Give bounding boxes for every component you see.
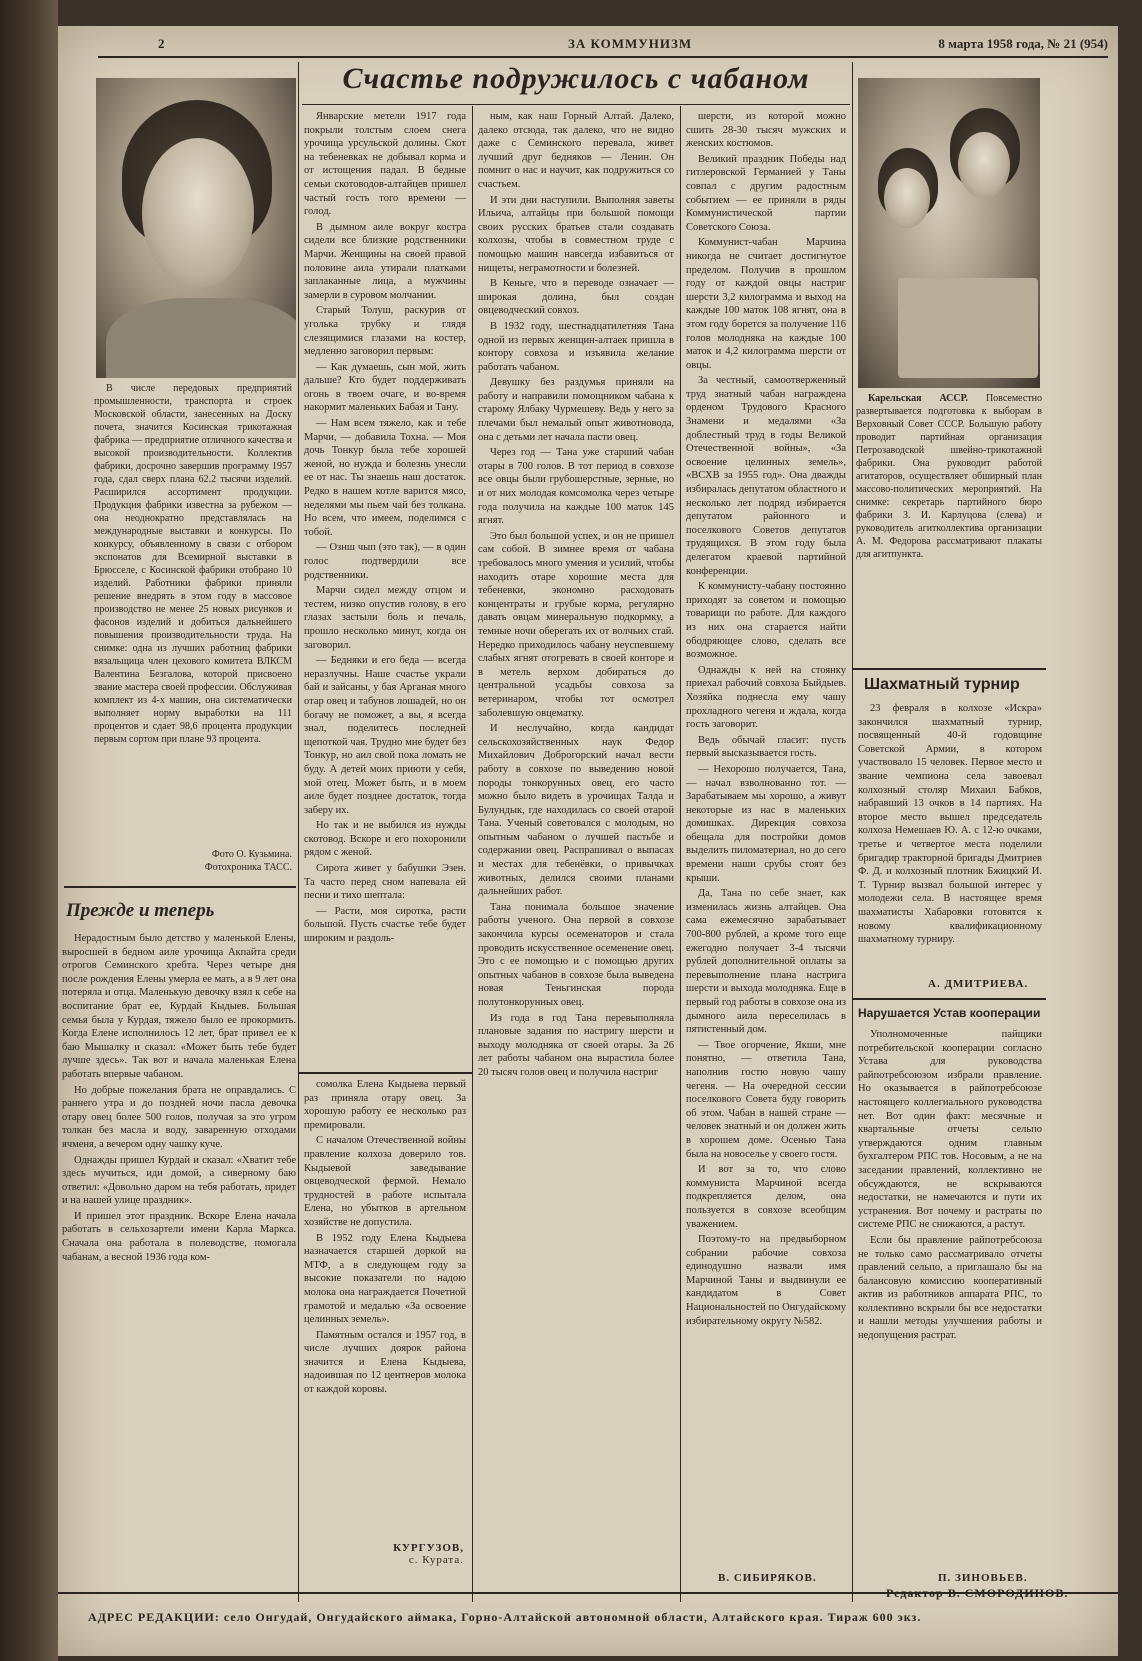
chess-title: Шахматный турнир bbox=[864, 676, 1020, 693]
page-header bbox=[98, 34, 1108, 58]
prezhde-title: Прежде и теперь bbox=[66, 900, 215, 921]
article-paragraph: шерсти, из которой можно сшить 28-30 тысяч мужских и женских костюмов. bbox=[686, 111, 846, 150]
article-paragraph: Коммунист-чабан Марчина никогда не считает достигнутое пределом. Получив в прошлом году от каждой овцы настриг шерсти 3,2 килограмма и выход на каждые 100 маток 108 ягнят, она в этом году борется за получение 116 голов молодняка на каждые 100 маток и 4,2 килограмма шерсти от овцы. bbox=[686, 237, 846, 371]
newspaper-page bbox=[58, 26, 1118, 1656]
article-paragraph: И неслучайно, когда кандидат сельскохозяйственных наук Федор Михайлович Доброгорский начал вести работу в совхозе по выведению новой породы тонкорунных овец, его часто можно было видеть в урочищах Талда и Булундык, где находилась со своей отарой Тана. Ученый советовался с молодым, но опытным чабаном о лучшей пастьбе и содержании овец. Распрашивал о выпасах и местах для тебенёвки, о привычках животных, делился своими планами дальнейших работ. bbox=[478, 723, 674, 898]
prezhde-paragraph: И пришел этот праздник. Вскоре Елена начала работать в сельхозартели имени Карла Маркса. Сначала она работала в полеводстве, помогала чабанам, а весной 1936 года ком- bbox=[62, 1210, 296, 1263]
editor-line: Редактор В. СМОРОДИНОВ. bbox=[886, 1586, 1069, 1600]
violation-signature: П. ЗИНОВЬЕВ. bbox=[938, 1572, 1028, 1584]
column-rule bbox=[298, 62, 299, 1602]
prezhde-paragraph: сомолка Елена Кыдыева первый раз приняла отару овец. За хорошую работу ее несколько раз премировали. bbox=[304, 1079, 466, 1131]
article-paragraph: В дымном аиле вокруг костра сидели все близкие родственники Марчи. Женщины на своей правой половине аила утирали платками заплаканные лица, а мужчины замерли в суровом молчании. bbox=[304, 221, 466, 301]
left-photo-caption bbox=[94, 382, 292, 844]
article-paragraph: К коммунисту-чабану постоянно приходят за советом и помощью товарищи по работе. Для каждого из них она старается найти ободряющее слово, сделать все возможное. bbox=[686, 581, 846, 661]
article-paragraph: — Нехорошо получается, Тана, — начал взволнованно тот. — Зарабатываем мы хорошо, а живут некоторые из нас в маленьких домишках. Дирекция совхоза обещала для постройки домов выделить пиломатериал, но до сего времени наши срубы стоят без крыши. bbox=[686, 763, 846, 884]
right-divider bbox=[852, 668, 1046, 670]
prezhde-paragraph: В 1952 году Елена Кыдыева назначается старшей доркой на МТФ, а в следующем году за высокие показатели по надою молока она награждается Почетной грамотой и медалью «За освоение целинных земель». bbox=[304, 1232, 466, 1326]
article-paragraph: Марчи сидел между отцом и тестем, низко опустив голову, в его глазах застыли боль и печаль, прошло несколько минут, когда он заговорил. bbox=[304, 585, 466, 651]
photo-face-right bbox=[958, 132, 1010, 198]
chess-text: 23 февраля в колхозе «Искра» закончился шахматный турнир, посвященный 40-й годовщине Советской Армии, в котором участвовало 15 человек. Первое место и звание чемпиона села завоевал колхозный столяр Михаил Бабков, набравший 13 очков в 14 партиях. На второе место вышел председатель колхоза Немешаев Ю. А. с 12-ю очками, третье и четвертое места поделили бригадир тракторной бригады Дмитриев Ф. Д. и колхозный плотник Бжицкий И. Т. Турнир вызвал большой интерес у молодежи села. В настоящее время шахматисты Хабаровки готовятся к новому квалификационному шахматному турниру. bbox=[858, 703, 1042, 946]
article-paragraph: — Как думаешь, сын мой, жить дальше? Кто будет поддерживать огонь в твоем очаге, и во-время накормит маленьких Бабая и Тану. bbox=[304, 361, 466, 414]
signature-place: с. Курата. bbox=[408, 1554, 464, 1566]
prezhde-paragraph: Памятным остался и 1957 год, в числе лучших доярок района значится и Елена Кыдыева, надоившая по 12 центнеров молока от каждой коровы. bbox=[304, 1329, 466, 1396]
left-photo-credit bbox=[94, 848, 292, 882]
article-paragraph: Девушку без раздумья приняли на работу и направили помощником чабана к старому Ялбаку Чурмешеву. Ведь у него за плечами был немалый опыт животновода, она с детьми лет начала пасти овец. bbox=[478, 377, 674, 443]
article-paragraph: Но так и не выбился из нужды скотовод. Вскоре и его похоронили рядом с женой. bbox=[304, 820, 466, 859]
article-paragraph: Январские метели 1917 года покрыли толстым слоем снега урочища урсульской долины. Скот на тебеневках не добывал корма и от истощения падал. В бедные семьи скотоводов-алтайцев пришел частый гость того времени — голод. bbox=[304, 111, 466, 218]
article-paragraph: — Нам всем тяжело, как и тебе Марчи, — добавила Тохна. — Моя дочь Тонкур была тебе хорошей женой, но нужда и болезнь унесли ее от нас. Ты знаешь наш достаток. Редко в нашем котле варится мясо, неделями мы пьем чай без толкана. Но всем, что имеем, поделимся с тобой. bbox=[304, 418, 466, 538]
photo-face bbox=[142, 138, 254, 288]
article-column-1 bbox=[304, 110, 466, 1070]
violation-paragraph: Если бы правление райпотребсоюза не только само рассматривало отчеты правлений сельпо, а приглашало бы на балансовую комиссию кооперативный актив из работников аппарата РПС, то коллективно вскрыли бы все недостатки и нашли методы улучшения работы и недопущения растрат. bbox=[858, 1234, 1042, 1342]
article-paragraph: В 1932 году, шестнадцатилетняя Тана одной из первых женщин-алтаек пришла в контору совхоза и изъявила желание работать чабаном. bbox=[478, 320, 674, 373]
prezhde-paragraph: Однажды пришел Курдай и сказал: «Хватит тебе здесь мучиться, иди домой, а сиверному баю ответил: «Довольно даром на тебя работать, придет и на нашей улице праздник». bbox=[62, 1154, 296, 1207]
article-paragraph: За честный, самоотверженный труд знатный чабан награждена орденом Трудового Красного Знамени и медалями «За доблестный труд в годы Великой Отечественной войны», «За освоение целинных земель», «ВСХВ за 1955 год». Она дважды избиралась депутатом областного и несколько лет подряд избирается депутатом районного и поселкового Советов депутатов трудящихся. В этом году была делегатом краевой партийной конференции. bbox=[686, 375, 846, 577]
article-paragraph: Да, Тана по себе знает, как изменилась жизнь алтайцев. Она сама ежемесячно зарабатывает 700-800 рублей, а кроме того еще ежегодно получает 3-4 тысячи рублей дополнительной оплаты за перевыполнение плана настрига шерсти и выхода молодняка. Еще в первый год работы в совхозе она из дымного аила переселилась в пятистенный дом. bbox=[686, 888, 846, 1036]
article-paragraph: Однажды к ней на стоянку приехал рабочий совхоза Быйдыев. Хозяйка поднесла ему чашу прохладного чегеня и ждала, когда гость заговорит. bbox=[686, 664, 846, 731]
violation-paragraph: Уполномоченные пайщики потребительской кооперации согласно Устава для руководства райпотребсоюзом избрали правление. Но оказывается в райпотребсоюзе настоящего коллегиального руководства нет. Вот один факт: месячные и квартальные отчеты сельпо утверждаются одним главным бухгалтером РПС тов. Носовым, а не на заседании правлений, коллективно не обсуждаются, не вскрываются недостатки, не намечаются и пути их устранения. Вот почему и растраты по системе РПС не снижаются, а растут. bbox=[858, 1029, 1042, 1231]
article-paragraph: ным, как наш Горный Алтай. Далеко, далеко отсюда, так далеко, что не видно даже с Семинского перевала, живет лучший друг бедняков — Ленин. Он помнит о нас и научит, как подружиться со счастьем. bbox=[478, 111, 674, 190]
photo-credit-author: Фото О. Кузьмина. bbox=[211, 849, 292, 860]
photo-poster bbox=[898, 278, 1038, 378]
photo-credit-agency: Фотохроника ТАСС. bbox=[204, 862, 292, 873]
article-paragraph: Ведь обычай гласит: пусть первый высказывается гость. bbox=[686, 734, 846, 760]
article-paragraph: — Ознш чып (это так), — в один голос подтвердили все родственники. bbox=[304, 542, 466, 581]
right-caption-text: Повсеместно развертывается подготовка к выборам в Верховный Совет СССР. Большую работу проводит партийная организация Петрозаводской швейно-трикотажной фабрики. Она руководит работой агитаторов, осуществляет обширный план массово-политических мероприятий. На снимке: секретарь партийного бюро фабрики З. И. Карлуцова (слева) и руководитель агитколлектива организации А. М. Федорова рассматривают плакаты для агитпункта. bbox=[856, 393, 1042, 560]
photo-shoulder bbox=[106, 298, 296, 378]
column-rule bbox=[472, 106, 473, 1602]
column-rule bbox=[680, 106, 681, 1602]
left-divider bbox=[64, 886, 296, 888]
prezhde-paragraph: С началом Отечественной войны правление колхоза доверило тов. Кыдыевой заведывание овцеводческой фермой. Немало трудностей в работе испытала Елена, но убытков в артельном хозяйстве не допустила. bbox=[304, 1135, 466, 1228]
violation-title: Нарушается Устав кооперации bbox=[858, 1006, 1041, 1020]
page-number: 2 bbox=[158, 36, 165, 51]
section-break bbox=[298, 1072, 472, 1074]
binding-edge bbox=[0, 0, 58, 1661]
headline-rule bbox=[302, 104, 850, 105]
photo-face-left bbox=[884, 168, 930, 228]
prezhde-paragraph: Но добрые пожелания брата не оправдались. С раннего утра и до поздней ночи пасла девочка отару овец более 500 голов, получая за это угром толкан без масла и воду, заваренную отходами ячменя, а вечером одну чашку куче. bbox=[62, 1084, 296, 1150]
prezhde-paragraph: Нерадостным было детство у маленькой Елены, выросшей в бедном аиле урочища Акпайта среди отрогов Семинского хребта. Через четыре дня после рождения Елены умерла ее мать, а в 9 лет она потеряла и отца. Маленькую девочку взял к себе на воспитание брат ее, Курдай Кыдыев. Большая семья была у Курдая, тяжело было ее прокормить. Когда Елене исполнилось 12 лет, брат привел ее к баю Мышалку и сказал: «Может быть тебе будет лучше здесь». Так вот и начала маленькая Елена работать впервые чабаном. bbox=[62, 933, 296, 1080]
article-paragraph: Это был большой успех, и он не пришел сам собой. В зимнее время от чабана требовалось много умения и усилий, чтобы находить отаре хорошие места для тебеневки, экономно расходовать концентраты и грубые корма, регулярно давать овцам минеральную подкормку, а темные ночи оберегать их от волчьих стай. Нередко приходилось чабану неуспевшему слабых ягнят отогревать в своей конторе и в метель верхом добираться до центральной усадьбы совхоза за ветеринаром, чтобы тот осмотрел заболевшую овцематку. bbox=[478, 530, 674, 719]
article-column-2 bbox=[478, 110, 674, 1600]
prezhde-continuation bbox=[304, 1078, 466, 1538]
page-footer bbox=[58, 1586, 1118, 1656]
karelia-photo bbox=[858, 78, 1040, 388]
issue-date: 8 марта 1958 года, № 21 (954) bbox=[938, 36, 1108, 51]
article-paragraph: Через год — Тана уже старший чабан отары в 700 голов. В тот период в совхозе все овцы были грубошерстные, зерные, но и от них молодая комсомолка через четыре года получила на каждые 100 маток 145 ягнят. bbox=[478, 447, 674, 527]
article-column-3 bbox=[686, 110, 846, 1560]
newspaper-name: ЗА КОММУНИЗМ bbox=[568, 36, 693, 51]
article-paragraph: И эти дни наступили. Выполняя заветы Ильича, алтайцы при большой помощи своих русских братьев стали создавать колхозы, чтобы в совместном труде с помощью машин навсегда избавиться от нищеты, неграмотности и болезней. bbox=[478, 194, 674, 274]
editorial-address: АДРЕС РЕДАКЦИИ: село Онгудай, Онгудайского аймака, Горно-Алтайской автономной области, Алтайского края. Тираж 600 экз. bbox=[88, 1610, 922, 1624]
prezhde-column bbox=[62, 932, 296, 1602]
main-article-signature: В. СИБИРЯКОВ. bbox=[718, 1572, 817, 1584]
article-paragraph: Из года в год Тана перевыполняла плановые задания по настригу шерсти и выходу молодняка от своей отары. За 26 лет работы чабаном она вырастила более 20 тысяч голов овец и получила настриг bbox=[478, 1012, 674, 1078]
article-paragraph: — Бедняки и его беда — всегда неразлучны. Наше счастье украли бай и зайсаны, у бая Арганая много отар овец и табунов лошадей, но он богачу не поможет, а вы, я всегда знал, поделитесь последней щепоткой чая. Трудно мне будет без Тонкур, но аил свой пока ломать не буду. А детей моих приюти у себя, мой отец. Может быть, и в моем аиле будет позднее достаток, тогда заберу их. bbox=[304, 655, 466, 816]
article-paragraph: Старый Толуш, раскурив от уголька трубку и глядя слезящимися глазами на костер, медленно заговорил первым: bbox=[304, 305, 466, 358]
article-paragraph: Поэтому-то на предвыборном собрании рабочие совхоза единодушно назвали имя Марчиной Таны и выдвинули ее кандидатом в Совет Национальностей по Онгудайскому избирательному округу №582. bbox=[686, 1234, 846, 1327]
signature-name: КУРГУЗОВ, bbox=[393, 1542, 464, 1554]
chess-article bbox=[858, 702, 1042, 974]
chess-signature: А. ДМИТРИЕВА. bbox=[928, 978, 1029, 990]
right-photo-caption bbox=[856, 392, 1042, 664]
article-paragraph: В Кеньге, что в переводе означает — широкая долина, был создан овцеводческий совхоз. bbox=[478, 278, 674, 317]
article-paragraph: — Расти, моя сиротка, расти большой. Пусть счастье тебе будет широким и раздоль- bbox=[304, 905, 466, 945]
worker-photo bbox=[96, 78, 296, 378]
right-divider bbox=[852, 998, 1046, 1000]
article-paragraph: Сирота живет у бабушки Эзен. Та часто перед сном напевала ей песни и тихо шептала: bbox=[304, 863, 466, 902]
column-rule bbox=[852, 62, 853, 1602]
article-paragraph: И вот за то, что слово коммуниста Марчиной всегда подкрепляется делом, она пользуется в совхозе всеобщим уважением. bbox=[686, 1164, 846, 1230]
violation-article bbox=[858, 1028, 1042, 1546]
main-headline: Счастье подружилось с чабаном bbox=[342, 62, 810, 95]
article-paragraph: — Твое огорчение, Якши, мне понятно, — ответила Тана, наполнив гостю новую чашу чегеня. — На очередной сессии поселкового Совета буду говорить об этом. Чабан в нашей стране — человек знатный и он должен жить в хорошем доме. Осенью Тана была на новоселье у своего гостя. bbox=[686, 1039, 846, 1160]
left-caption-text: В числе передовых предприятий промышленности, транспорта и строек Московской области, занесенных на Доску почета, значится Косинская трикотажная фабрика — предприятие отличного качества и высокой производительности. Коллектив фабрики, досрочно завершив программу 1957 года, сдал сверх плана 62.2 тысячи изделий. Расширился ассортимент продукции. Продукция фабрики известна за рубежом — она неоднократно представлялась на международные выставки и конкурсы. По конкурсу, объявленному в связи с отбором экспонатов для Всемирной выставки в Брюсселе, с Косинской фабрики отобрано 10 изделий. Работники фабрики приняли решение внедрять в этом году в массовое производство не менее 25 новых рисунков и фасонов изделий и добиться дальнейшего повышения производительности труда. На снимке: одна из лучших работниц фабрики вязальщица член цехового комитета ВЛКСМ Валентина Безгалова, которой присвоено звание мастера своей профессии. Обслуживая комплект из 4-х машин, она систематически выполняет норму выработки на 111 процентов и сдает 98,6 процента продукции первым сортом при плане 93 процента. bbox=[94, 383, 292, 745]
article-paragraph: Тана понимала большое значение работы ученого. Она первой в совхозе закончила курсы осеменаторов и стала проводить искусственное осеменение овец. Это с ее помощью и с помощью других опытных чабанов в совхозе была выведена новая Теньгинская порода полутонкорунных овец. bbox=[478, 901, 674, 1008]
right-caption-title: Карельская АССР. bbox=[868, 393, 968, 404]
prezhde-signature bbox=[358, 1542, 464, 1566]
article-paragraph: Великий праздник Победы над гитлеровской Германией у Таны совпал с другим радостным событием — ее приняли в ряды Коммунистической партии Советского Союза. bbox=[686, 153, 846, 233]
